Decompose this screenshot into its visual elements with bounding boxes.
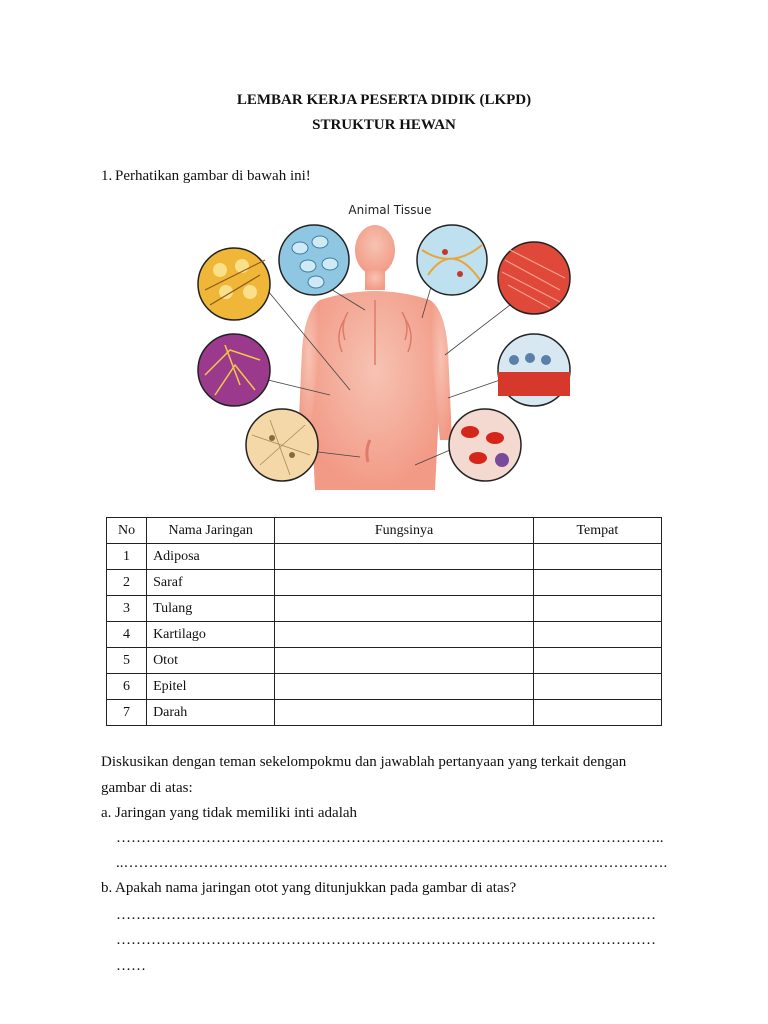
row-number: 1	[107, 544, 147, 570]
worksheet-title: LEMBAR KERJA PESERTA DIDIK (LKPD)	[236, 92, 532, 108]
header-fungsinya: Fungsinya	[275, 518, 533, 544]
table-header-row	[107, 518, 662, 544]
muscle-tissue-icon	[498, 242, 570, 314]
location-cell[interactable]	[533, 544, 661, 570]
row-number: 6	[107, 674, 147, 700]
location-cell[interactable]	[533, 674, 661, 700]
question-1-text: Perhatikan gambar di bawah ini!	[115, 168, 311, 184]
answer-line[interactable]: ………………………………………………………………………………………………	[116, 932, 656, 948]
cartilage-tissue-icon	[246, 409, 318, 481]
function-cell[interactable]	[275, 622, 533, 648]
function-cell[interactable]	[275, 674, 533, 700]
answer-line[interactable]: ..……………………………………………………………………………………………….	[116, 855, 668, 871]
tissue-table	[106, 517, 662, 726]
tissue-name: Darah	[147, 700, 275, 726]
row-number: 7	[107, 700, 147, 726]
discussion-instruction: Diskusikan dengan teman sekelompokmu dan jawablah pertanyaan yang terkait dengan	[101, 754, 627, 770]
location-cell[interactable]	[533, 700, 661, 726]
nerve-tissue-icon	[198, 334, 270, 406]
location-cell[interactable]	[533, 570, 661, 596]
animal-tissue-illustration	[190, 200, 580, 500]
tissue-name: Tulang	[147, 596, 275, 622]
answer-line[interactable]: ………………………………………………………………………………………………	[116, 907, 656, 923]
animal-tissue-figure	[190, 200, 580, 500]
epithelial-tissue-icon	[498, 334, 570, 406]
tissue-name: Otot	[147, 648, 275, 674]
row-number: 4	[107, 622, 147, 648]
question-b-label: b.	[101, 880, 113, 896]
answer-line[interactable]: ………………………………………………………………………………………………..	[116, 830, 664, 846]
tissue-name: Epitel	[147, 674, 275, 700]
question-1-number: 1.	[101, 168, 113, 184]
discussion-instruction-cont: gambar di atas:	[101, 780, 193, 796]
function-cell[interactable]	[275, 596, 533, 622]
connective-tissue-icon	[417, 225, 487, 295]
function-cell[interactable]	[275, 544, 533, 570]
function-cell[interactable]	[275, 700, 533, 726]
answer-line[interactable]: ……	[116, 958, 146, 974]
question-a-label: a.	[101, 805, 112, 821]
table-row	[107, 648, 662, 674]
figure-title: Animal Tissue	[348, 203, 432, 217]
function-cell[interactable]	[275, 648, 533, 674]
row-number: 5	[107, 648, 147, 674]
adipose-tissue-icon	[198, 248, 270, 320]
worksheet-subtitle: STRUKTUR HEWAN	[312, 117, 456, 133]
header-tempat: Tempat	[533, 518, 661, 544]
question-1	[101, 168, 311, 185]
table-row	[107, 596, 662, 622]
blood-tissue-icon	[449, 409, 521, 481]
tissue-name: Adiposa	[147, 544, 275, 570]
tissue-name: Kartilago	[147, 622, 275, 648]
row-number: 3	[107, 596, 147, 622]
table-row	[107, 674, 662, 700]
question-a-text: Jaringan yang tidak memiliki inti adalah	[115, 805, 358, 821]
table-row	[107, 622, 662, 648]
question-b-text: Apakah nama jaringan otot yang ditunjukkan pada gambar di atas?	[115, 880, 517, 896]
table-row	[107, 700, 662, 726]
header-nama-jaringan: Nama Jaringan	[147, 518, 275, 544]
question-a	[101, 805, 357, 822]
location-cell[interactable]	[533, 622, 661, 648]
function-cell[interactable]	[275, 570, 533, 596]
location-cell[interactable]	[533, 596, 661, 622]
question-b	[101, 880, 516, 897]
header-no: No	[107, 518, 147, 544]
bone-cell-icon	[279, 225, 349, 295]
table-row	[107, 544, 662, 570]
tissue-name: Saraf	[147, 570, 275, 596]
row-number: 2	[107, 570, 147, 596]
location-cell[interactable]	[533, 648, 661, 674]
table-row	[107, 570, 662, 596]
